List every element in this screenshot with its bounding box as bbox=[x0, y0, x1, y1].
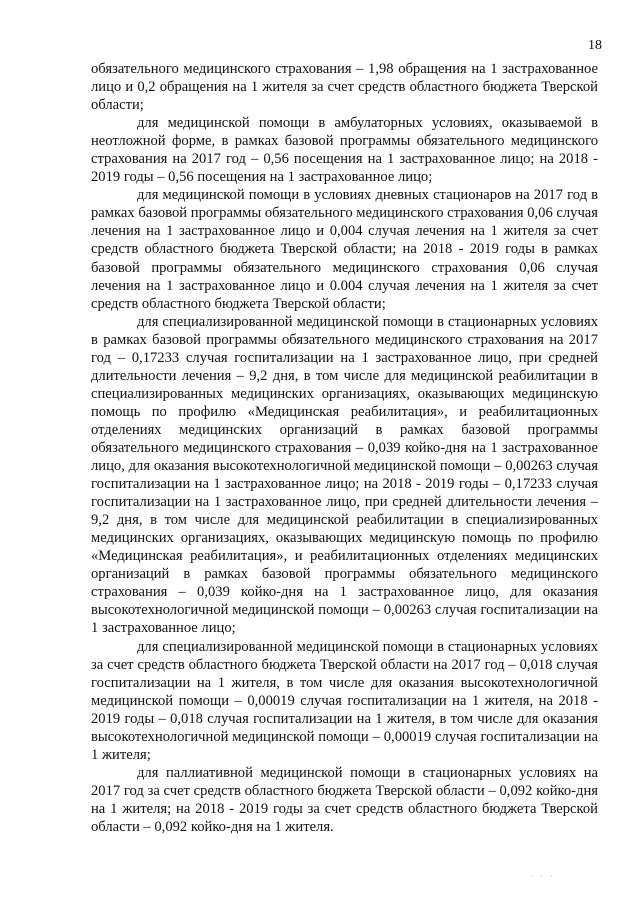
paragraph-day-hospital: для медицинской помощи в условиях дневных стационаров на 2017 год в рамках базовой программы обязательного медицинского страхования 0,06 случая лечения на 1 застрахованное лицо и 0,004 случая лечения на 1 жителя за счет средств областного бюджета Тверской области; на 2018 - 2019 годы в рамках базовой программы обязательного медицинского страхования 0,06 случая лечения на 1 застрахованное лицо и 0.004 случая лечения на 1 жителя за счет средств областного бюджета Тверской области; bbox=[91, 187, 598, 312]
page-number: 18 bbox=[588, 38, 602, 53]
document-body bbox=[91, 60, 598, 836]
paragraph-emergency-outpatient: для медицинской помощи в амбулаторных условиях, оказываемой в неотложной форме, в рамках базовой программы обязательного медицинского страхования на 2017 год – 0,56 посещения на 1 застрахованное лицо; на 2018 - 2019 годы – 0,56 посещения на 1 застрахованное лицо; bbox=[91, 115, 598, 186]
paragraph-palliative: для паллиативной медицинской помощи в стационарных условиях на 2017 год за счет средств областного бюджета Тверской области – 0,092 койко-дня на 1 жителя; на 2018 - 2019 годы за счет средств областного бюджета Тверской области – 0,092 койко-дня на 1 жителя. bbox=[91, 764, 598, 835]
scan-mark: · · · bbox=[530, 872, 555, 883]
paragraph-continuation: обязательного медицинского страхования – 1,98 обращения на 1 застрахованное лицо и 0,2 обращения на 1 жителя за счет средств областного бюджета Тверской области; bbox=[91, 61, 598, 114]
paragraph-specialized-inpatient-regional: для специализированной медицинской помощи в стационарных условиях за счет средств областного бюджета Тверской области на 2017 год – 0,018 случая госпитализации на 1 жителя, в том числе для оказания высокотехнологичной медицинской помощи – 0,00019 случая госпитализации на 1 жителя, на 2018 - 2019 годы – 0,018 случая госпитализации на 1 жителя, в том числе для оказания высокотехнологичной медицинской помощи – 0,00019 случая госпитализации на 1 жителя; bbox=[91, 638, 598, 763]
paragraph-specialized-inpatient-oms: для специализированной медицинской помощи в стационарных условиях в рамках базовой программы обязательного медицинского страхования на 2017 год – 0,17233 случая госпитализации на 1 застрахованное лицо, при средней длительности лечения – 9,2 дня, в том числе для медицинской реабилитации в специализированных медицинских организациях, оказывающих медицинскую помощь по профилю «Медицинская реабилитация», и реабилитационных отделениях медицинских организаций в рамках базовой программы обязательного медицинского страхования – 0,039 койко-дня на 1 застрахованное лицо, для оказания высокотехнологичной медицинской помощи – 0,00263 случая госпитализации на 1 застрахованное лицо; на 2018 - 2019 годы – 0,17233 случая госпитализации на 1 застрахованное лицо, при средней длительности лечения – 9,2 дня, в том числе для медицинской реабилитации в специализированных медицинских организациях, оказывающих медицинскую помощь по профилю «Медицинская реабилитация», и реабилитационных отделениях медицинских организаций в рамках базовой программы обязательного медицинского страхования – 0,039 койко-дня на 1 застрахованное лицо, для оказания высокотехнологичной медицинской помощи – 0,00263 случая госпитализации на 1 застрахованное лицо; bbox=[91, 313, 598, 637]
